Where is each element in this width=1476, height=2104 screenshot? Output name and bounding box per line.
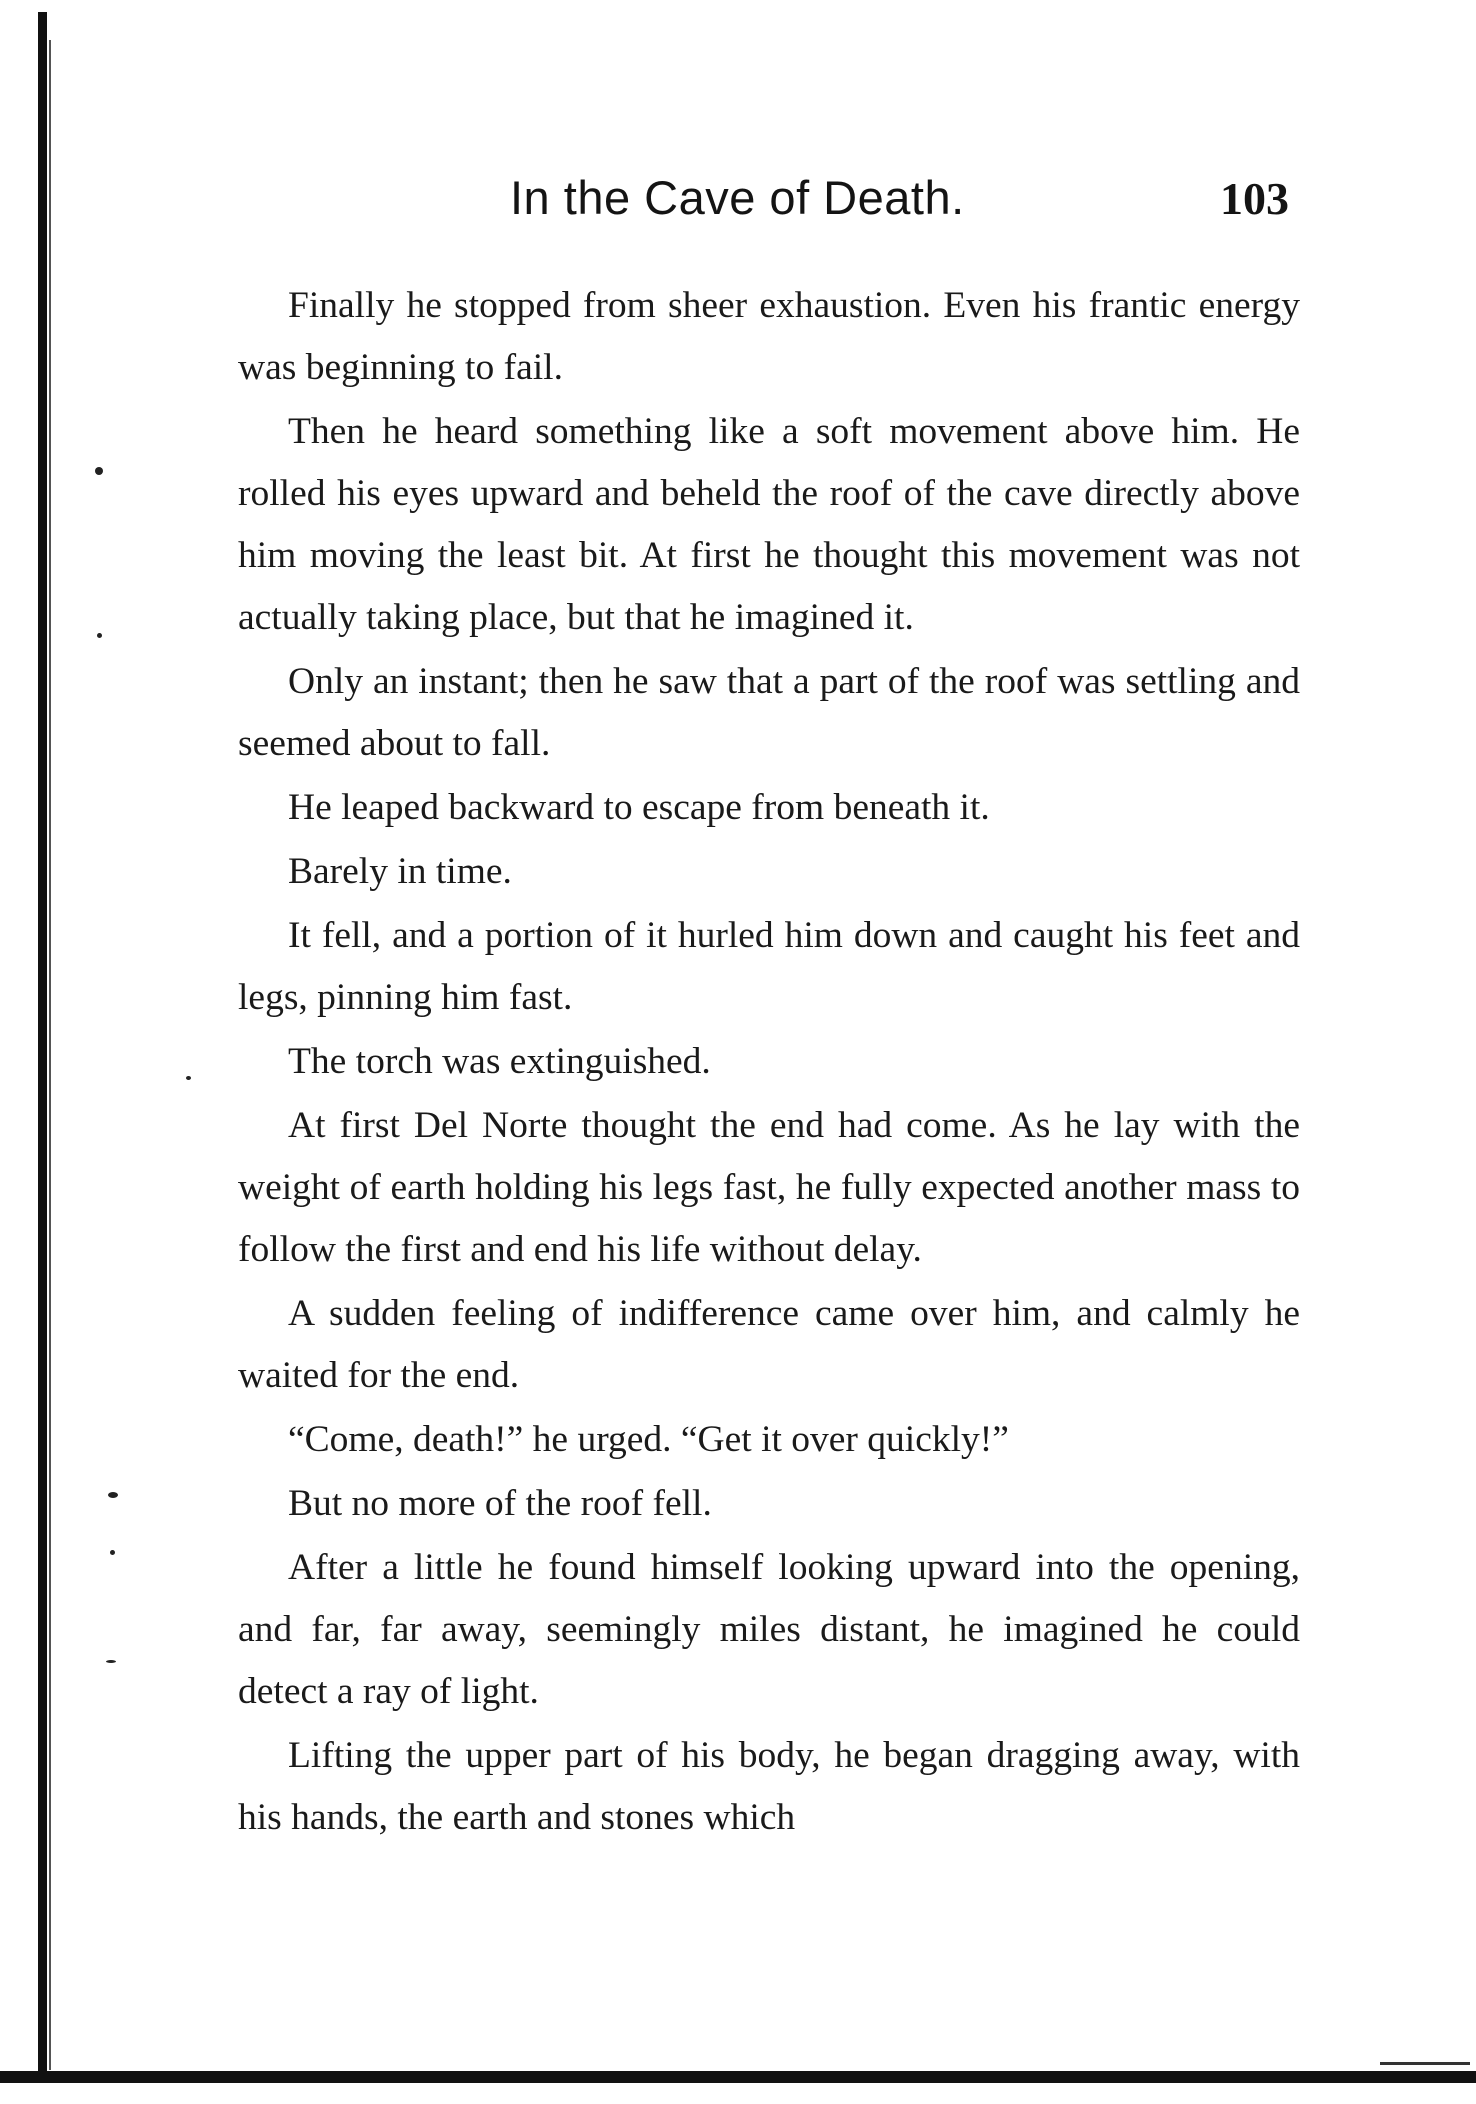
paragraph: Lifting the upper part of his body, he began dragging away, with his hands, the earth and stones which <box>238 1735 1300 1838</box>
margin-speck <box>95 467 103 475</box>
margin-speck <box>108 1492 118 1498</box>
margin-speck <box>106 1660 116 1663</box>
binding-edge <box>38 12 47 2072</box>
paragraph: Then he heard something like a soft movement above him. He rolled his eyes upward and beheld the roof of the cave directly above him moving the least bit. At first he thought this movement was not actually taking place, but that he imagined it. <box>238 411 1300 638</box>
body-text <box>238 275 1300 1851</box>
paragraph: But no more of the roof fell. <box>288 1483 712 1524</box>
margin-speck <box>186 1076 191 1080</box>
paragraph: At first Del Norte thought the end had come. As he lay with the weight of earth holding his legs fast, he fully expected another mass to follow the first and end his life without delay. <box>238 1105 1300 1270</box>
paragraph: After a little he found himself looking upward into the opening, and far, far away, seemingly miles distant, he imagined he could detect a ray of light. <box>238 1547 1300 1712</box>
margin-speck <box>97 633 102 638</box>
paragraph: “Come, death!” he urged. “Get it over quickly!” <box>288 1419 1009 1460</box>
paragraph: He leaped backward to escape from beneath it. <box>288 787 990 828</box>
paragraph: A sudden feeling of indifference came over him, and calmly he waited for the end. <box>238 1293 1300 1396</box>
paragraph: It fell, and a portion of it hurled him down and caught his feet and legs, pinning him fast. <box>238 915 1300 1018</box>
bottom-edge <box>0 2071 1476 2083</box>
bottom-edge-line <box>1380 2062 1470 2065</box>
binding-edge-line <box>49 40 51 2070</box>
paragraph: Barely in time. <box>288 851 512 892</box>
paragraph: Finally he stopped from sheer exhaustion. Even his frantic energy was beginning to fail. <box>238 285 1300 388</box>
paragraph: The torch was extinguished. <box>288 1041 711 1082</box>
running-head-title: In the Cave of Death. <box>510 171 965 224</box>
page-number: 103 <box>1220 173 1289 224</box>
paragraph: Only an instant; then he saw that a part of the roof was settling and seemed about to fall. <box>238 661 1300 764</box>
margin-speck <box>110 1550 115 1555</box>
